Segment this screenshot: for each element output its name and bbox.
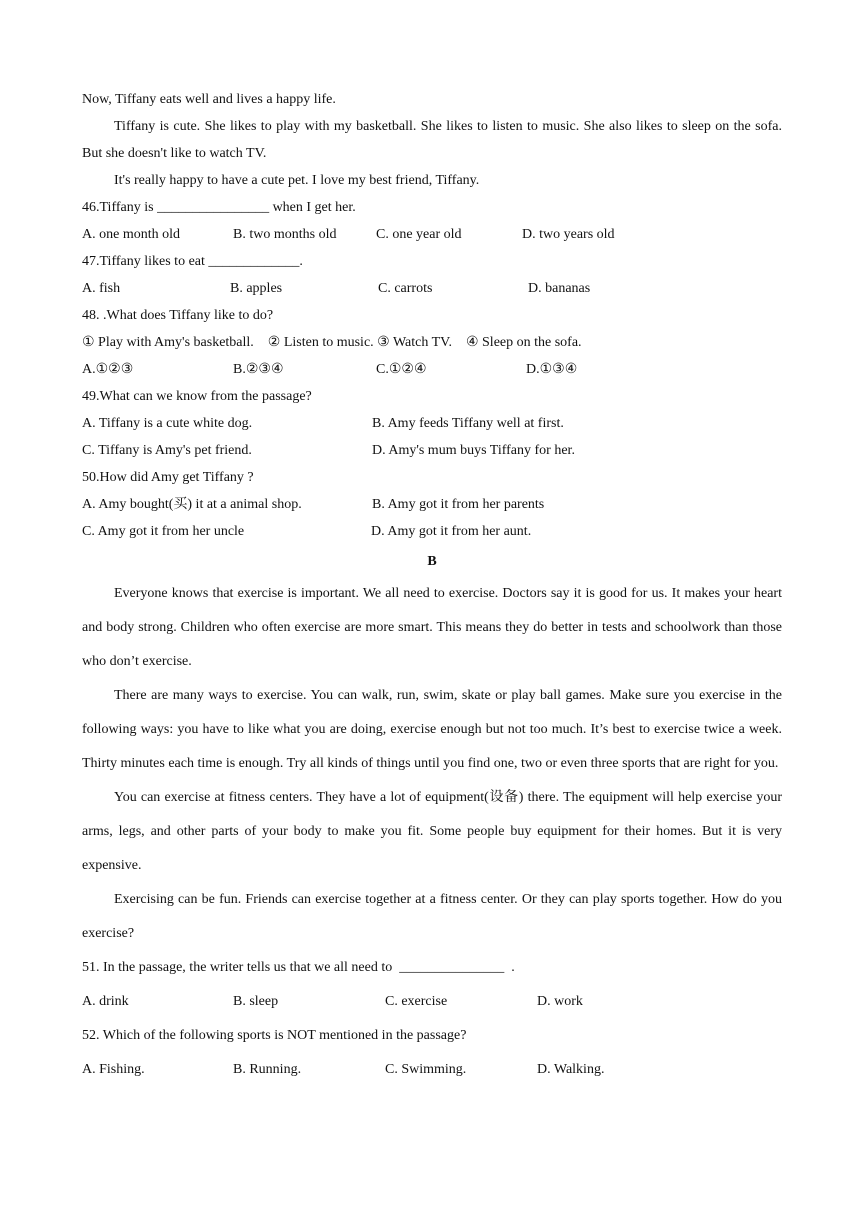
option-c: C.①②④ [376, 362, 427, 377]
option-a: A. Fishing. [82, 1062, 145, 1077]
option-b: B. Running. [233, 1062, 302, 1077]
option-a: A.①②③ [82, 362, 134, 377]
option-b: B. sleep [233, 994, 279, 1009]
option-b: B.②③④ [233, 362, 284, 377]
question-48-items: ① Play with Amy's basketball. ② Listen to music. ③ Watch TV. ④ Sleep on the sofa. [82, 335, 582, 350]
question-51-stem: 51. In the passage, the writer tells us that we all need to _______________ . [82, 960, 515, 975]
option-b: B. Amy feeds Tiffany well at first. [372, 416, 564, 431]
question-50-options-row2 [82, 518, 782, 545]
section-b-heading: B [427, 554, 437, 569]
option-d: D. Amy got it from her aunt. [371, 524, 532, 539]
option-c: C. Tiffany is Amy's pet friend. [82, 443, 252, 458]
option-b: B. two months old [233, 227, 337, 242]
section-b-paragraph: Everyone knows that exercise is important. We all need to exercise. Doctors say it is good for us. It makes your heart and body strong. Children who often exercise are more smart. This means they do better in tests and schoolwork than those who don’t exercise. [82, 586, 782, 669]
question-47-options [82, 275, 782, 302]
option-b: B. apples [230, 281, 283, 296]
passage-a-line: Now, Tiffany eats well and lives a happy life. [82, 92, 336, 107]
option-d: D.①③④ [526, 362, 578, 377]
option-c: C. one year old [376, 227, 462, 242]
question-50-options-row1 [82, 491, 782, 518]
option-c: C. Swimming. [385, 1062, 467, 1077]
option-d: D. Amy's mum buys Tiffany for her. [372, 443, 575, 458]
question-47-stem: 47.Tiffany likes to eat _____________. [82, 254, 303, 269]
option-d: D. bananas [528, 281, 591, 296]
question-48-options [82, 356, 782, 383]
option-c: C. carrots [378, 281, 433, 296]
question-52-stem: 52. Which of the following sports is NOT mentioned in the passage? [82, 1028, 467, 1043]
section-b-paragraph: Exercising can be fun. Friends can exercise together at a fitness center. Or they can play sports together. How do you exercise? [82, 892, 782, 941]
section-b-paragraph: There are many ways to exercise. You can walk, run, swim, skate or play ball games. Make sure you exercise in the following ways: you have to like what you are doing, exercise enough but not too much. It’s best to exercise twice a week. Thirty minutes each time is enough. Try all kinds of things until you find one, two or even three sports that are right for you. [82, 688, 782, 771]
question-46-options [82, 221, 782, 248]
option-a: A. fish [82, 281, 121, 296]
question-52-options [82, 1053, 782, 1087]
passage-a-paragraph: It's really happy to have a cute pet. I love my best friend, Tiffany. [114, 173, 480, 188]
question-49-options-row2 [82, 437, 782, 464]
option-c: C. Amy got it from her uncle [82, 524, 245, 539]
option-d: D. work [537, 994, 583, 1009]
option-a: A. one month old [82, 227, 180, 242]
passage-a-paragraph: Tiffany is cute. She likes to play with my basketball. She likes to listen to music. She also likes to sleep on the sofa. But she doesn't like to watch TV. [82, 119, 782, 161]
question-49-options-row1 [82, 410, 782, 437]
option-d: D. Walking. [537, 1062, 605, 1077]
question-49-stem: 49.What can we know from the passage? [82, 389, 312, 404]
option-b: B. Amy got it from her parents [372, 497, 545, 512]
question-46-stem: 46.Tiffany is ________________ when I get her. [82, 200, 356, 215]
option-d: D. two years old [522, 227, 615, 242]
option-c: C. exercise [385, 994, 448, 1009]
option-a: A. Amy bought(买) it at a animal shop. [82, 497, 302, 512]
question-48-stem: 48. .What does Tiffany like to do? [82, 308, 274, 323]
page-content [82, 86, 782, 1087]
question-50-stem: 50.How did Amy get Tiffany ? [82, 470, 254, 485]
section-b-paragraph: You can exercise at fitness centers. They have a lot of equipment(设备) there. The equipment will help exercise your arms, legs, and other parts of your body to make you fit. Some people buy equipment for their homes. But it is very expensive. [82, 790, 782, 873]
question-51-options [82, 985, 782, 1019]
option-a: A. Tiffany is a cute white dog. [82, 416, 253, 431]
option-a: A. drink [82, 994, 129, 1009]
